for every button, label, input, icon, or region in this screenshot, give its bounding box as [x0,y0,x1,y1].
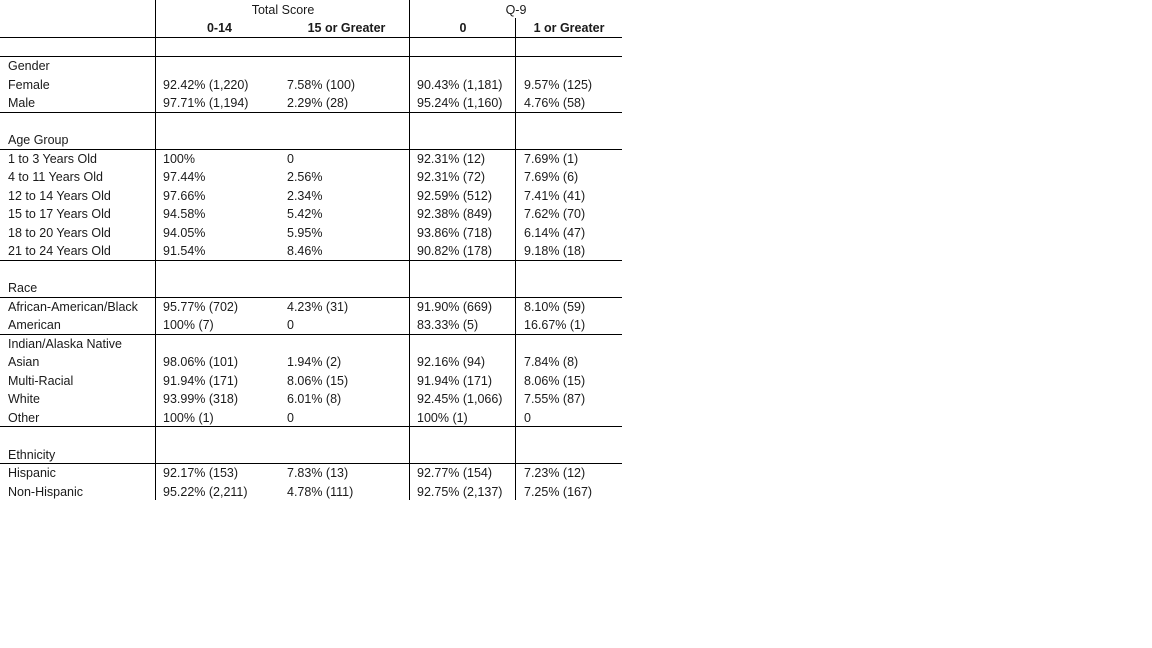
table-cell: 0 [287,318,294,332]
table-cell: 92.77% (154) [417,466,493,480]
table-cell: 100% [163,152,195,166]
row-label: American [8,318,61,332]
table-cell: 92.31% (12) [417,152,486,166]
table-cell: 16.67% (1) [524,318,586,332]
table-cell: 8.06% (15) [524,374,586,388]
table-cell: 97.71% (1,194) [163,96,249,110]
row-label: Indian/Alaska Native [8,337,122,351]
table-cell: 100% (1) [417,411,468,425]
table-cell: 6.14% (47) [524,226,586,240]
table-cell: 2.56% [287,170,323,184]
table-cell: 7.25% (167) [524,485,593,499]
header-total-score: Total Score [251,3,315,17]
table-cell: 6.01% (8) [287,392,342,406]
row-divider [0,56,622,57]
row-divider [0,112,622,113]
header-col-1-or-greater: 1 or Greater [533,21,605,35]
table-cell: 91.94% (171) [417,374,493,388]
table-cell: 91.54% [163,244,206,258]
row-label: Female [8,78,50,92]
row-label: Race [8,281,38,295]
row-label: Non-Hispanic [8,485,84,499]
table-cell: 91.90% (669) [417,300,493,314]
table-cell: 7.41% (41) [524,189,586,203]
table-cell: 5.42% [287,207,323,221]
table-cell: 90.43% (1,181) [417,78,503,92]
row-label: 15 to 17 Years Old [8,207,111,221]
row-label: Hispanic [8,466,56,480]
table-cell: 7.83% (13) [287,466,349,480]
row-label: Age Group [8,133,69,147]
table-cell: 5.95% [287,226,323,240]
table-cell: 2.29% (28) [287,96,349,110]
row-label: Asian [8,355,40,369]
table-cell: 9.18% (18) [524,244,586,258]
table-cell: 83.33% (5) [417,318,479,332]
column-divider [155,0,156,500]
table-cell: 93.99% (318) [163,392,239,406]
table-cell: 92.45% (1,066) [417,392,503,406]
table-cell: 98.06% (101) [163,355,239,369]
results-table [0,0,622,500]
table-cell: 92.17% (153) [163,466,239,480]
table-cell: 95.77% (702) [163,300,239,314]
table-cell: 92.42% (1,220) [163,78,249,92]
table-cell: 7.58% (100) [287,78,356,92]
table-cell: 92.31% (72) [417,170,486,184]
column-divider [515,18,516,500]
header-col-0: 0 [459,21,467,35]
row-label: Other [8,411,40,425]
table-cell: 8.46% [287,244,323,258]
header-q9: Q-9 [505,3,527,17]
table-cell: 100% (7) [163,318,214,332]
row-label: 18 to 20 Years Old [8,226,111,240]
table-cell: 1.94% (2) [287,355,342,369]
table-cell: 7.55% (87) [524,392,586,406]
table-cell: 9.57% (125) [524,78,593,92]
table-cell: 7.84% (8) [524,355,579,369]
table-cell: 8.10% (59) [524,300,586,314]
table-cell: 100% (1) [163,411,214,425]
header-col-15-or-greater: 15 or Greater [307,21,386,35]
row-label: 1 to 3 Years Old [8,152,97,166]
row-label: 21 to 24 Years Old [8,244,111,258]
table-cell: 7.69% (1) [524,152,579,166]
table-cell: 95.24% (1,160) [417,96,503,110]
table-cell: 91.94% (171) [163,374,239,388]
table-cell: 8.06% (15) [287,374,349,388]
table-cell: 7.23% (12) [524,466,586,480]
row-divider [0,260,622,261]
row-label: Multi-Racial [8,374,74,388]
table-cell: 2.34% [287,189,323,203]
table-cell: 4.78% (111) [287,485,354,499]
row-label: Gender [8,59,50,73]
table-cell: 90.82% (178) [417,244,493,258]
table-cell: 4.76% (58) [524,96,586,110]
row-label: White [8,392,40,406]
table-cell: 97.66% [163,189,206,203]
row-label: Ethnicity [8,448,56,462]
table-cell: 7.62% (70) [524,207,586,221]
table-cell: 7.69% (6) [524,170,579,184]
table-cell: 93.86% (718) [417,226,493,240]
table-cell: 97.44% [163,170,206,184]
header-col-0-14: 0-14 [206,21,233,35]
table-cell: 94.58% [163,207,206,221]
header-divider [0,37,622,38]
row-label: 4 to 11 Years Old [8,170,103,184]
row-label: 12 to 14 Years Old [8,189,111,203]
table-cell: 95.22% (2,211) [163,485,248,499]
table-cell: 92.75% (2,137) [417,485,503,499]
table-cell: 0 [287,411,294,425]
row-label: Male [8,96,36,110]
table-cell: 0 [524,411,531,425]
row-label: African-American/Black [8,300,138,314]
table-cell: 4.23% (31) [287,300,349,314]
column-divider [409,0,410,500]
table-cell: 92.16% (94) [417,355,486,369]
table-cell: 94.05% [163,226,206,240]
table-cell: 92.38% (849) [417,207,493,221]
table-cell: 0 [287,152,294,166]
table-cell: 92.59% (512) [417,189,493,203]
